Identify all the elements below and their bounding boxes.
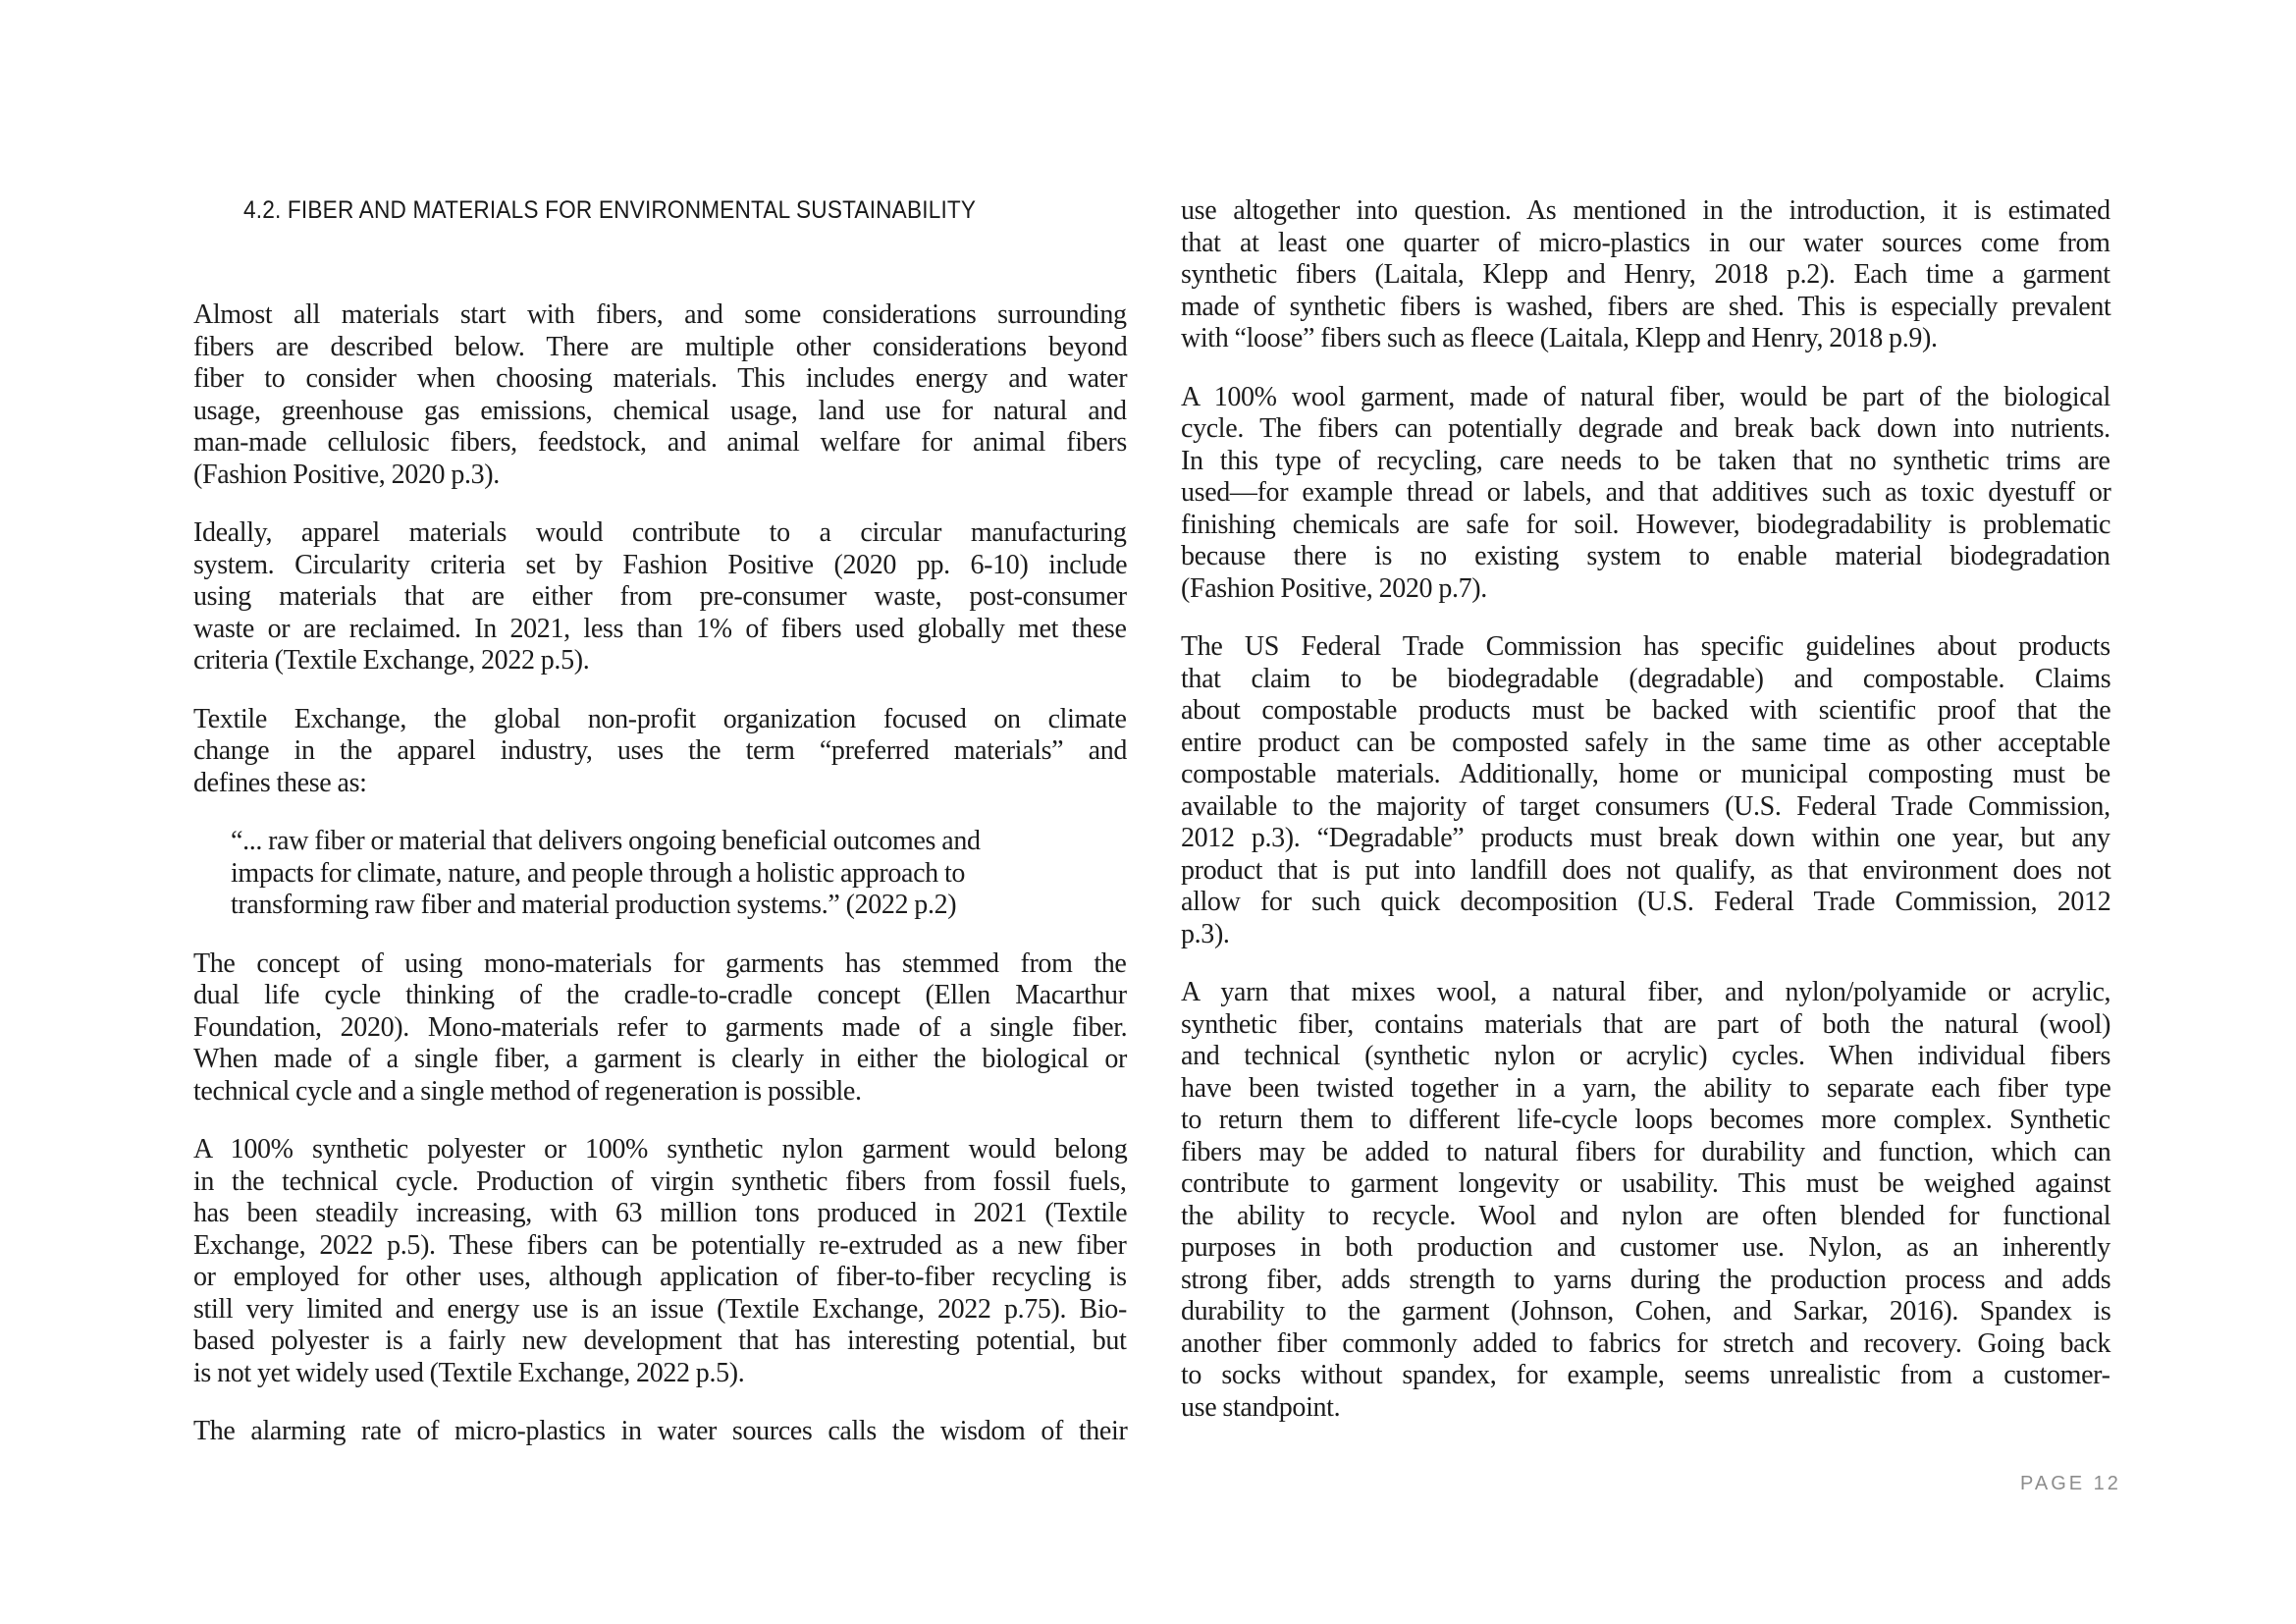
text-line: Exchange, 2022 p.5). These fibers can be potentially re-extruded as a new fiber: [193, 1229, 1127, 1261]
text-line: 2012 p.3). “Degradable” products must break down within one year, but any: [1181, 823, 2110, 853]
text-line: compostable materials. Additionally, home or municipal composting must be: [1181, 759, 2110, 789]
text-line: When made of a single fiber, a garment is clearly in either the biological or: [193, 1044, 1127, 1074]
paragraph-microplastics-cont: [1181, 195, 2110, 355]
text-line: have been twisted together in a yarn, the ability to separate each fiber type: [1181, 1072, 2111, 1104]
text-line: Foundation, 2020). Mono-materials refer to garments made of a single fiber.: [193, 1011, 1128, 1043]
text-line: synthetic fiber, contains materials that are part of both the natural (wool): [1181, 1008, 2111, 1040]
text-line: technical cycle and a single method of regeneration is possible.: [193, 1075, 862, 1107]
text-line: purposes in both production and customer use. Nylon, as an inherently: [1181, 1232, 2110, 1263]
text-line: A yarn that mixes wool, a natural fiber, and nylon/polyamide or acrylic,: [1181, 977, 2111, 1007]
text-line: product that is put into landfill does not qualify, as that environment does not: [1181, 854, 2111, 886]
text-line: has been steadily increasing, with 63 million tons produced in 2021 (Textile: [193, 1198, 1128, 1228]
quote-line: “... raw fiber or material that delivers ongoing beneficial outcomes and: [231, 826, 981, 856]
text-line: use altogether into question. As mentioned in the introduction, it is estimated: [1181, 195, 2110, 226]
text-line: man-made cellulosic fibers, feedstock, and animal welfare for animal fibers: [193, 427, 1127, 458]
text-line: The US Federal Trade Commission has specific guidelines about products: [1181, 631, 2110, 662]
text-line: A 100% wool garment, made of natural fiber, would be part of the biological: [1181, 381, 2110, 412]
paragraph-blended-yarns: [1181, 977, 2110, 1424]
text-line: defines these as:: [193, 767, 367, 798]
paragraph-synthetic-fibers: [193, 1134, 1127, 1389]
right-column: [1181, 195, 2110, 1450]
quote-line: impacts for climate, nature, and people through a holistic approach to: [231, 857, 966, 889]
text-line: available to the majority of target consumers (U.S. Federal Trade Commission,: [1181, 790, 2110, 822]
paragraph-preferred-materials: [193, 704, 1127, 800]
text-line: or employed for other uses, although application of fiber-to-fiber recycling is: [193, 1262, 1127, 1292]
text-line: to socks without spandex, for example, seems unrealistic from a customer-: [1181, 1360, 2110, 1390]
text-line: that claim to be biodegradable (degradable) and compostable. Claims: [1181, 663, 2111, 694]
section-heading: 4.2. FIBER AND MATERIALS FOR ENVIRONMENTAL SUSTAINABILITY: [243, 196, 977, 224]
text-line: finishing chemicals are safe for soil. However, biodegradability is problematic: [1181, 509, 2111, 540]
paragraph-mono-materials: [193, 948, 1127, 1109]
text-line: and technical (synthetic nylon or acrylic) cycles. When individual fibers: [1181, 1041, 2111, 1071]
text-line: (Fashion Positive, 2020 p.7).: [1181, 572, 1487, 604]
text-line: entire product can be composted safely in the same time as other acceptable: [1181, 727, 2110, 758]
text-line: usage, greenhouse gas emissions, chemical usage, land use for natural and: [193, 395, 1127, 426]
text-line: The alarming rate of micro-plastics in water sources calls the wisdom of their: [193, 1416, 1128, 1446]
text-line: contribute to garment longevity or usability. This must be weighed against: [1181, 1168, 2111, 1199]
text-line: allow for such quick decomposition (U.S. Federal Trade Commission, 2012: [1181, 887, 2111, 917]
text-line: to return them to different life-cycle loops becomes more complex. Synthetic: [1181, 1105, 2110, 1135]
text-line: about compostable products must be backed with scientific proof that the: [1181, 695, 2111, 726]
text-line: use standpoint.: [1181, 1391, 1341, 1423]
text-line: criteria (Textile Exchange, 2022 p.5).: [193, 645, 590, 676]
paragraph-wool-biological-cycle: [1181, 382, 2110, 606]
quote-line: transforming raw fiber and material production systems.” (2022 p.2): [231, 890, 957, 920]
text-line: strong fiber, adds strength to yarns during the production process and adds: [1181, 1264, 2111, 1295]
paragraph-fibers-intro: [193, 299, 1127, 491]
text-line: because there is no existing system to enable material biodegradation: [1181, 541, 2110, 571]
text-line: synthetic fibers (Laitala, Klepp and Henry, 2018 p.2). Each time a garment: [1181, 259, 2110, 290]
paragraph-microplastics-start: [193, 1416, 1127, 1448]
text-line: used—for example thread or labels, and that additives such as toxic dyestuff or: [1181, 477, 2111, 508]
block-quote: [231, 826, 1092, 922]
text-line: in the technical cycle. Production of virgin synthetic fibers from fossil fuels,: [193, 1165, 1127, 1197]
text-line: fiber to consider when choosing materials. This includes energy and water: [193, 363, 1128, 394]
text-line: Almost all materials start with fibers, and some considerations surrounding: [193, 299, 1127, 330]
paragraph-circularity: [193, 517, 1127, 677]
page-number: PAGE 12: [2020, 1473, 2121, 1494]
text-line: dual life cycle thinking of the cradle-to-cradle concept (Ellen Macarthur: [193, 980, 1127, 1010]
text-line: waste or are reclaimed. In 2021, less than 1% of fibers used globally met these: [193, 613, 1127, 644]
text-line: The concept of using mono-materials for garments has stemmed from the: [193, 947, 1127, 979]
left-column: [193, 299, 1127, 1475]
text-line: the ability to recycle. Wool and nylon are often blended for functional: [1181, 1200, 2111, 1231]
text-line: is not yet widely used (Textile Exchange, 2022 p.5).: [193, 1357, 745, 1388]
text-line: still very limited and energy use is an issue (Textile Exchange, 2022 p.75). Bio-: [193, 1293, 1127, 1325]
paragraph-ftc-guidelines: [1181, 631, 2110, 950]
text-line: based polyester is a fairly new development that has interesting potential, but: [193, 1326, 1127, 1356]
text-line: cycle. The fibers can potentially degrade and break back down into nutrients.: [1181, 413, 2110, 444]
text-line: A 100% synthetic polyester or 100% synthetic nylon garment would belong: [193, 1134, 1128, 1164]
text-line: In this type of recycling, care needs to be taken that no synthetic trims are: [1181, 445, 2110, 476]
text-line: (Fashion Positive, 2020 p.3).: [193, 459, 500, 490]
text-line: fibers are described below. There are multiple other considerations beyond: [193, 331, 1128, 362]
text-line: that at least one quarter of micro-plastics in our water sources come from: [1181, 227, 2110, 258]
text-line: p.3).: [1181, 918, 1230, 949]
text-line: using materials that are either from pre-consumer waste, post-consumer: [193, 581, 1127, 612]
text-line: change in the apparel industry, uses the term “preferred materials” and: [193, 735, 1127, 766]
text-line: Textile Exchange, the global non-profit organization focused on climate: [193, 703, 1127, 734]
text-line: another fiber commonly added to fabrics for stretch and recovery. Going back: [1181, 1327, 2110, 1359]
text-line: durability to the garment (Johnson, Cohen, and Sarkar, 2016). Spandex is: [1181, 1296, 2111, 1326]
text-line: with “loose” fibers such as fleece (Laitala, Klepp and Henry, 2018 p.9).: [1181, 323, 1938, 353]
text-line: system. Circularity criteria set by Fashion Positive (2020 pp. 6-10) include: [193, 549, 1128, 580]
text-line: made of synthetic fibers is washed, fibers are shed. This is especially prevalent: [1181, 291, 2111, 322]
text-line: fibers may be added to natural fibers for durability and function, which can: [1181, 1136, 2111, 1167]
text-line: Ideally, apparel materials would contribute to a circular manufacturing: [193, 517, 1127, 548]
